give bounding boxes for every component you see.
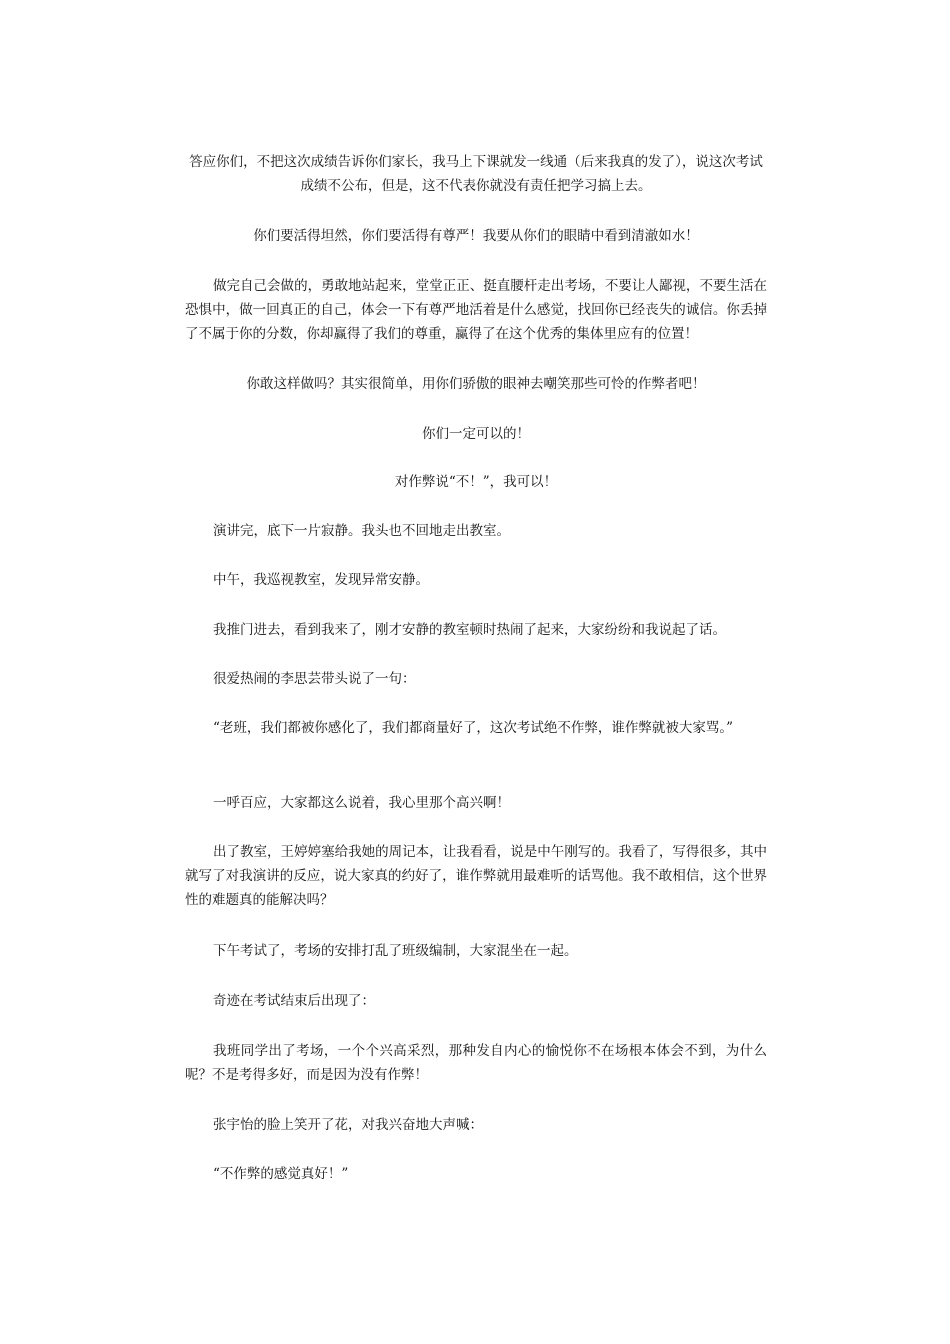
paragraph-14: 下午考试了，考场的安排打乱了班级编制，大家混坐在一起。 — [213, 943, 578, 959]
paragraph-11: “老班，我们都被你感化了，我们都商量好了，这次考试绝不作弊，谁作弊就被大家骂。” — [213, 720, 734, 736]
paragraph-3: 做完自己会做的，勇敢地站起来，堂堂正正、挺直腰杆走出考场，不要让人鄙视，不要生活在恐惧中，做一回真正的自己，体会一下有尊严地活着是什么感觉，找回你已经丧失的诚信。你丢掉了不属于你的分数，你却赢得了我们的尊重，赢得了在这个优秀的集体里应有的位置！ — [185, 278, 767, 342]
paragraph-2: 你们要活得坦然，你们要活得有尊严！我要从你们的眼睛中看到清澈如水！ — [253, 228, 699, 244]
paragraph-7: 演讲完，底下一片寂静。我头也不回地走出教室。 — [213, 523, 510, 539]
paragraph-9: 我推门进去，看到我来了，刚才安静的教室顿时热闹了起来，大家纷纷和我说起了话。 — [213, 622, 726, 638]
paragraph-16: 我班同学出了考场，一个个兴高采烈，那种发自内心的愉悦你不在场根本体会不到，为什么呢？不是考得多好，而是因为没有作弊！ — [185, 1043, 767, 1083]
paragraph-10: 很爱热闹的李思芸带头说了一句： — [213, 671, 416, 687]
paragraph-12: 一呼百应，大家都这么说着，我心里那个高兴啊！ — [213, 795, 510, 811]
paragraph-15: 奇迹在考试结束后出现了： — [213, 993, 375, 1009]
paragraph-13: 出了教室，王婷婷塞给我她的周记本，让我看看，说是中午刚写的。我看了，写得很多，其中就写了对我演讲的反应，说大家真的约好了，谁作弊就用最难听的话骂他。我不敢相信，这个世界性的难题真的能解决吗？ — [185, 844, 767, 908]
paragraph-17: 张宇怡的脸上笑开了花，对我兴奋地大声喊： — [213, 1117, 483, 1133]
paragraph-5: 你们一定可以的！ — [422, 426, 530, 442]
paragraph-1: 答应你们，不把这次成绩告诉你们家长，我马上下课就发一线通（后来我真的发了），说这次考试成绩不公布，但是，这不代表你就没有责任把学习搞上去。 — [189, 154, 763, 194]
paragraph-6: 对作弊说“不！”，我可以！ — [394, 474, 558, 490]
paragraph-4: 你敢这样做吗？其实很简单，用你们骄傲的眼神去嘲笑那些可怜的作弊者吧！ — [246, 376, 706, 392]
paragraph-8: 中午，我巡视教室，发现异常安静。 — [213, 572, 429, 588]
paragraph-18: “不作弊的感觉真好！” — [213, 1166, 349, 1182]
